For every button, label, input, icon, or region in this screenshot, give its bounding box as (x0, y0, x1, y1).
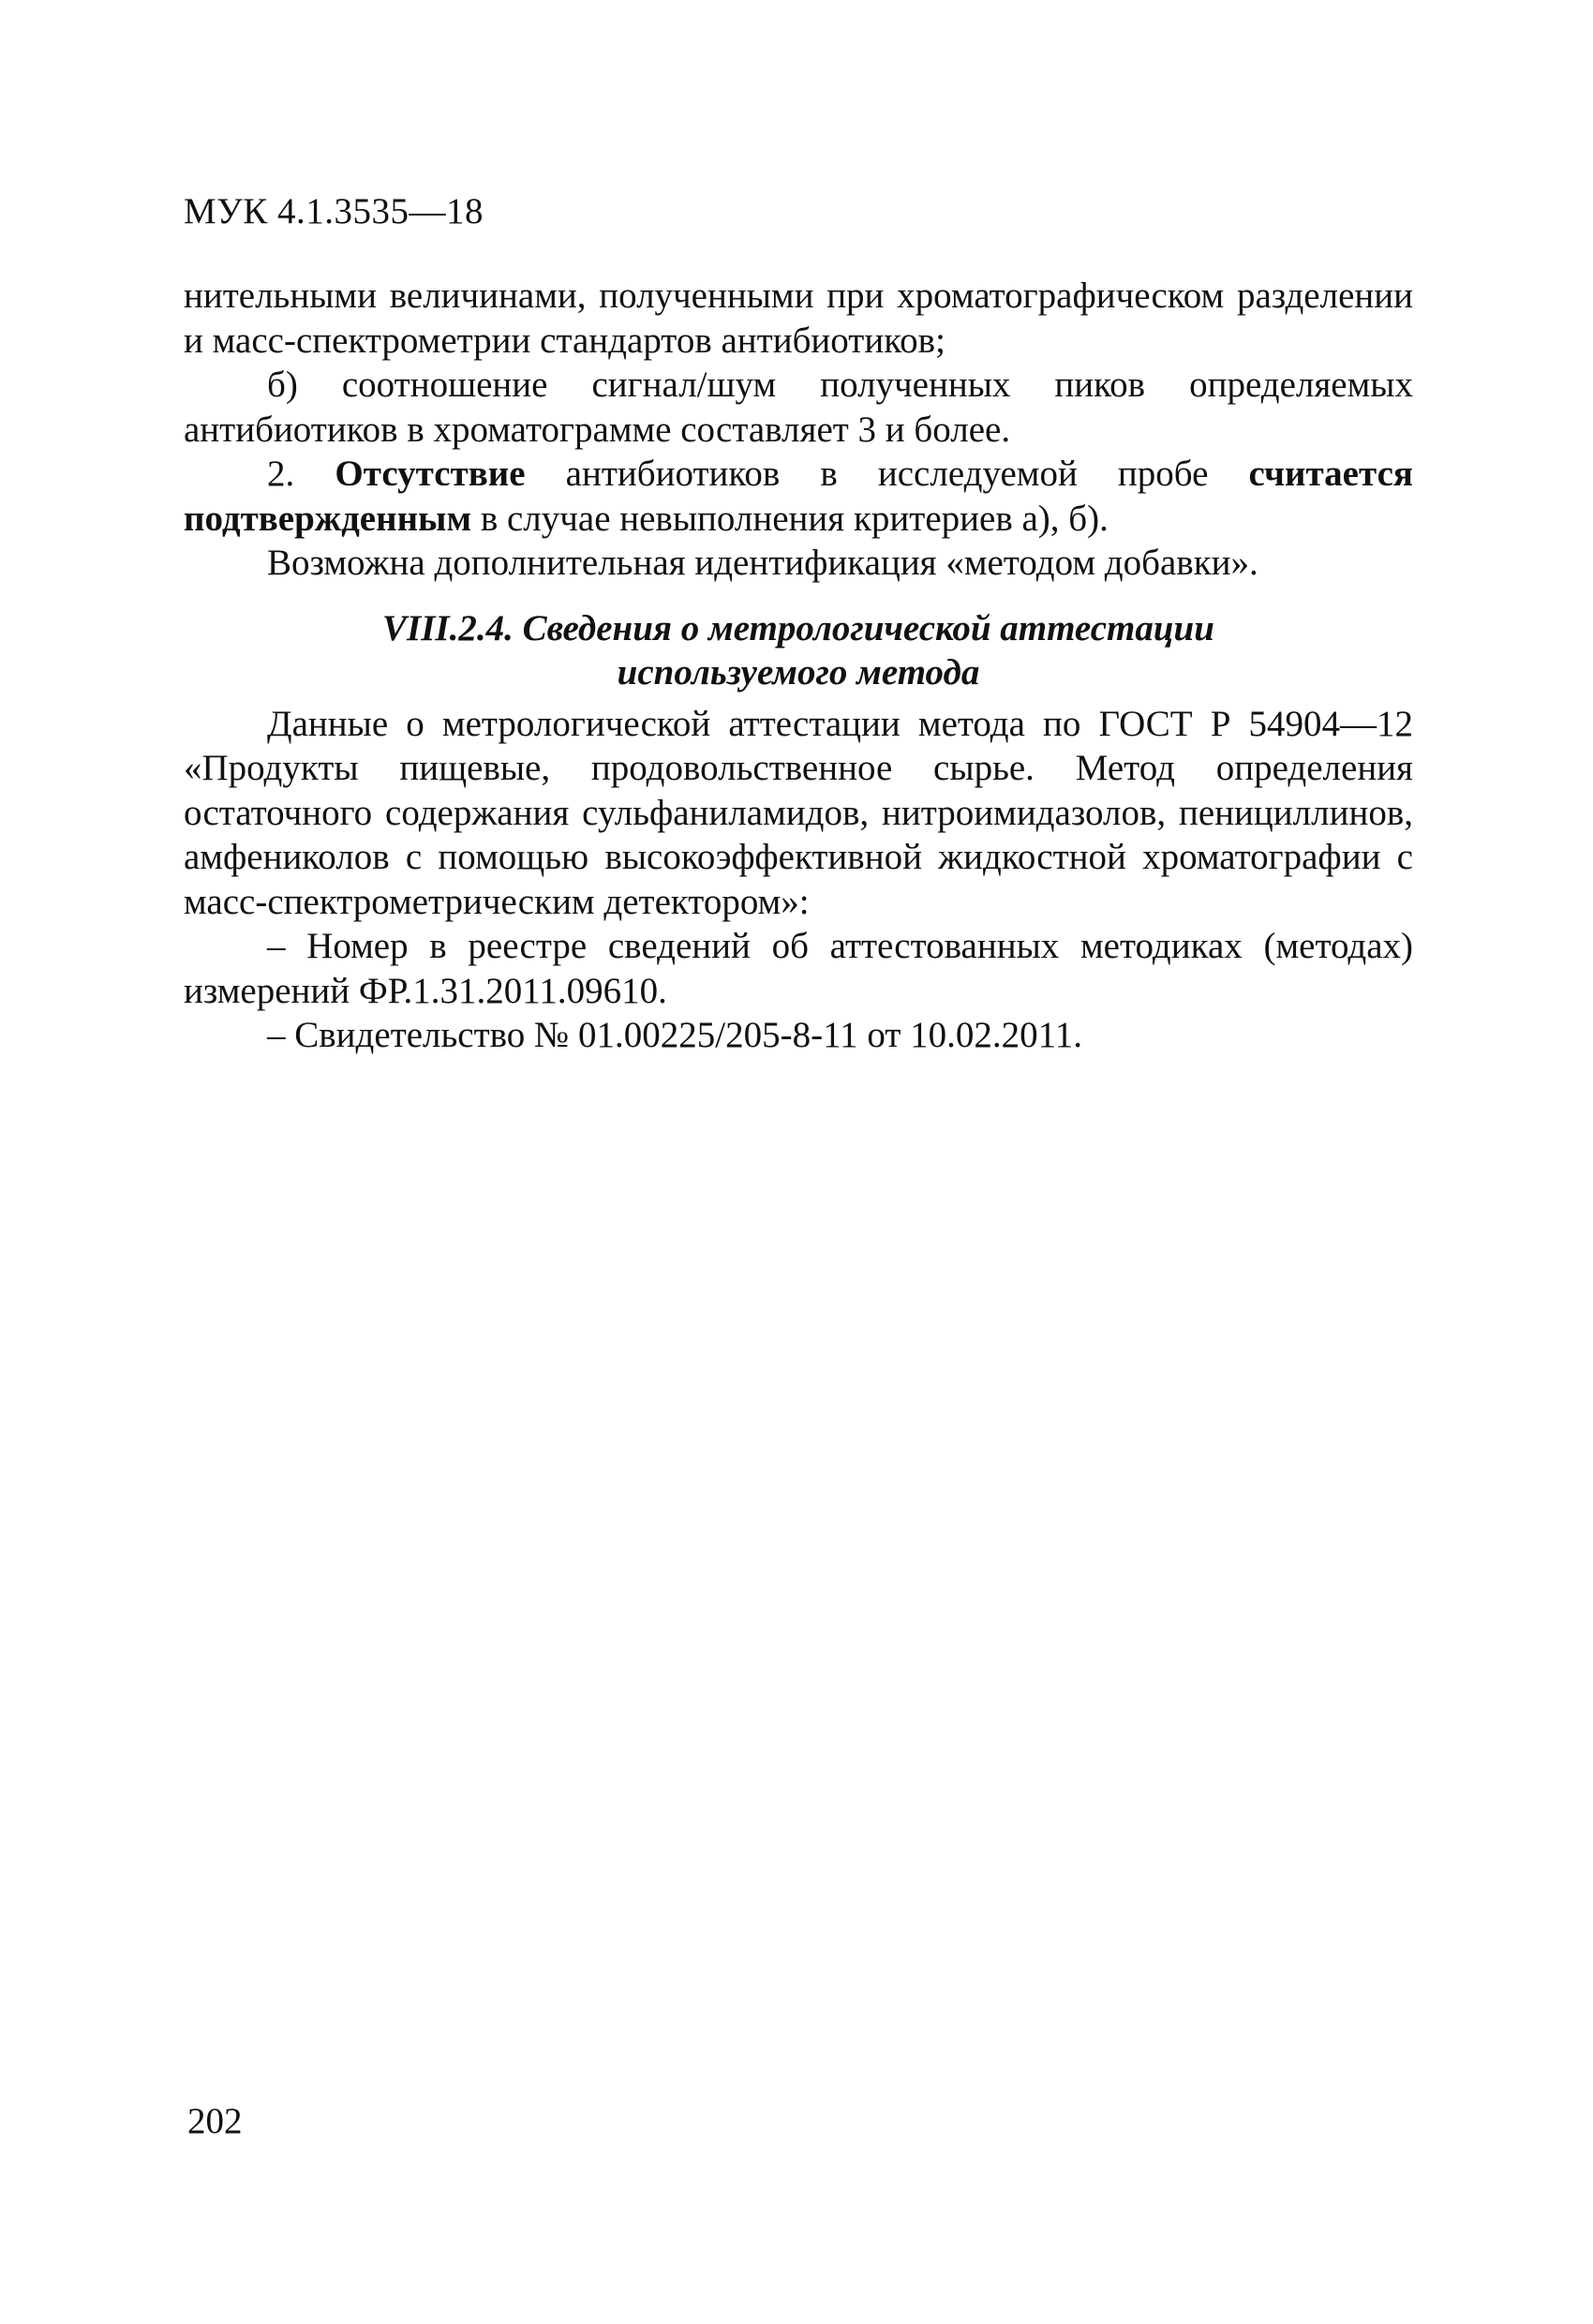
page-number: 202 (187, 2101, 243, 2141)
section-heading (184, 606, 1413, 694)
bold-term-absence: Отсутствие (335, 454, 526, 494)
paragraph-continuation: нительными величинами, полученными при хроматографическом разделении и масс-спектрометрии стандартов антибиотиков; (184, 276, 1413, 361)
paragraph-additional-identification: Возможна дополнительная идентификация «методом добавки». (267, 543, 1258, 583)
bold-term-confirmed: считается подтвержденным (184, 454, 1413, 539)
section-heading-line-2: используемого метода (617, 651, 980, 693)
list-item-certificate: – Свидетельство № 01.00225/205-8-11 от 10.02.2011. (267, 1015, 1082, 1055)
paragraph-metrology-data: Данные о метрологической аттестации метода по ГОСТ Р 54904—12 «Продукты пищевые, продовольственное сырье. Метод определения остаточного содержания сульфаниламидов, нитроимидазолов, пенициллинов, амфениколов с помощью высокоэффективной жидкостной хроматографии с масс-спектрометрическим детектором»: (184, 703, 1413, 922)
paragraph-text: антибиотиков в исследуемой пробе (525, 454, 1249, 494)
list-item-registry-number: – Номер в реестре сведений об аттестованных методиках (методах) измерений ФР.1.31.2011.09610. (184, 926, 1413, 1011)
paragraph-criterion-b: б) соотношение сигнал/шум полученных пиков определяемых антибиотиков в хроматограмме составляет 3 и более. (184, 365, 1413, 450)
section-heading-line-1: VIII.2.4. Сведения о метрологической аттестации (382, 607, 1214, 648)
paragraph-text: в случае невыполнения критериев а), б). (471, 498, 1109, 539)
running-header: МУК 4.1.3535—18 (184, 191, 484, 231)
page-body (184, 274, 1413, 1058)
paragraph-absence-confirmed (184, 452, 1413, 541)
item-number: 2. (267, 454, 335, 494)
